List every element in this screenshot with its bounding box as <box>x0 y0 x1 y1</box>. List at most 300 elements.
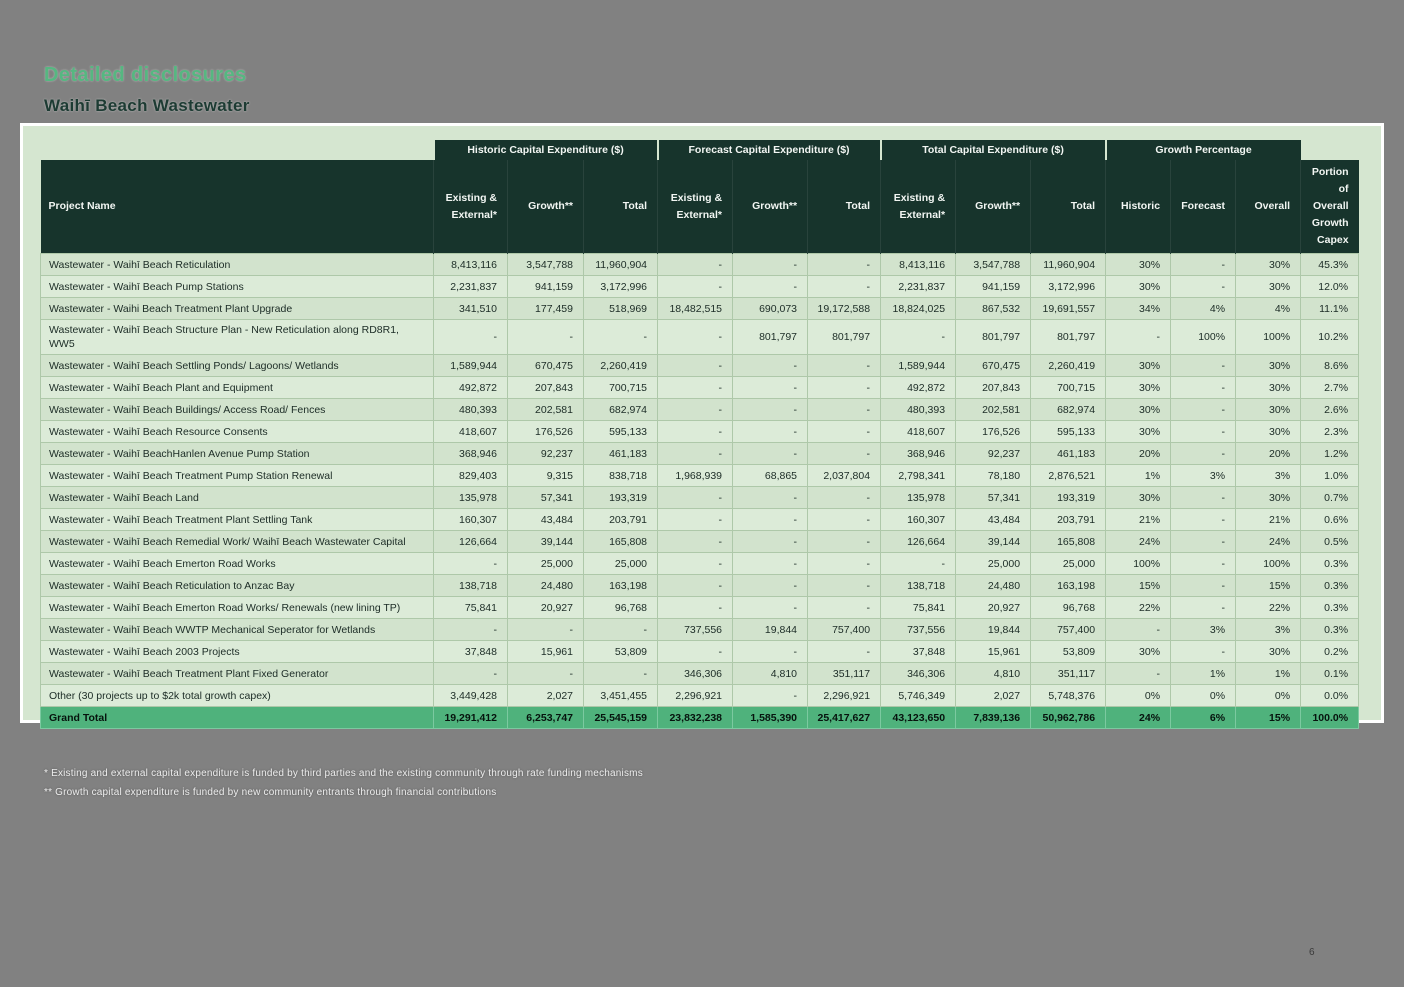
column-header-forecast-growth: Growth** <box>733 160 808 254</box>
table-body <box>41 254 1359 729</box>
value-cell: 25,545,159 <box>584 707 658 729</box>
project-name-cell: Wastewater - Waihī Beach Treatment Plant Fixed Generator <box>41 663 434 685</box>
value-cell: - <box>1171 575 1236 597</box>
column-header-total-growth: Growth** <box>956 160 1031 254</box>
value-cell: 160,307 <box>434 509 508 531</box>
value-cell: 0.1% <box>1301 663 1359 685</box>
value-cell: - <box>1171 443 1236 465</box>
value-cell: 7,839,136 <box>956 707 1031 729</box>
project-name-cell: Wastewater - Waihī Beach Structure Plan - New Reticulation along RD8R1, WW5 <box>41 320 434 355</box>
value-cell: - <box>1171 399 1236 421</box>
value-cell: 138,718 <box>434 575 508 597</box>
group-header-row <box>41 140 1359 160</box>
project-name-cell: Wastewater - Waihī Beach Resource Consents <box>41 421 434 443</box>
table-row <box>41 575 1359 597</box>
project-name-cell: Wastewater - Waihī Beach Reticulation to Anzac Bay <box>41 575 434 597</box>
value-cell: 21% <box>1106 509 1171 531</box>
value-cell: - <box>808 421 881 443</box>
value-cell: 418,607 <box>881 421 956 443</box>
column-header-growth-historic: Historic <box>1106 160 1171 254</box>
project-name-cell: Wastewater - Waihī BeachHanlen Avenue Pump Station <box>41 443 434 465</box>
group-header-historic: Historic Capital Expenditure ($) <box>434 140 658 160</box>
project-name-cell: Wastewater - Waihī Beach Land <box>41 487 434 509</box>
value-cell: 100% <box>1171 320 1236 355</box>
value-cell: 15% <box>1106 575 1171 597</box>
value-cell: - <box>584 663 658 685</box>
value-cell: 8.6% <box>1301 355 1359 377</box>
value-cell: 0.5% <box>1301 531 1359 553</box>
value-cell: - <box>733 597 808 619</box>
project-name-cell: Wastewater - Waihī Beach Treatment Pump Station Renewal <box>41 465 434 487</box>
value-cell: 3% <box>1171 619 1236 641</box>
table-row <box>41 553 1359 575</box>
value-cell: 0% <box>1106 685 1171 707</box>
group-header-forecast: Forecast Capital Expenditure ($) <box>658 140 881 160</box>
table-row <box>41 254 1359 276</box>
value-cell: 135,978 <box>434 487 508 509</box>
table-row <box>41 685 1359 707</box>
value-cell: 757,400 <box>808 619 881 641</box>
value-cell: 15% <box>1236 707 1301 729</box>
value-cell: 867,532 <box>956 298 1031 320</box>
value-cell: 670,475 <box>508 355 584 377</box>
value-cell: 202,581 <box>956 399 1031 421</box>
value-cell: 4,810 <box>956 663 1031 685</box>
value-cell: 24% <box>1106 531 1171 553</box>
value-cell: 351,117 <box>1031 663 1106 685</box>
table-header <box>41 140 1359 254</box>
value-cell: 135,978 <box>881 487 956 509</box>
value-cell: - <box>1106 619 1171 641</box>
value-cell: 30% <box>1106 254 1171 276</box>
value-cell: 15% <box>1236 575 1301 597</box>
value-cell: - <box>1171 509 1236 531</box>
value-cell: - <box>1106 663 1171 685</box>
column-header-historic-total: Total <box>584 160 658 254</box>
value-cell: - <box>658 421 733 443</box>
value-cell: 1% <box>1106 465 1171 487</box>
column-header-total-total: Total <box>1031 160 1106 254</box>
project-name-cell: Wastewater - Waihī Beach Settling Ponds/ Lagoons/ Wetlands <box>41 355 434 377</box>
value-cell: - <box>1171 254 1236 276</box>
value-cell: 4,810 <box>733 663 808 685</box>
value-cell: 20% <box>1106 443 1171 465</box>
value-cell: 595,133 <box>1031 421 1106 443</box>
value-cell: 20,927 <box>508 597 584 619</box>
value-cell: 1% <box>1236 663 1301 685</box>
value-cell: - <box>1171 355 1236 377</box>
value-cell: 0.0% <box>1301 685 1359 707</box>
value-cell: 25,417,627 <box>808 707 881 729</box>
value-cell: - <box>808 509 881 531</box>
value-cell: - <box>808 377 881 399</box>
page-marker: 6 <box>1309 947 1315 958</box>
value-cell: 24,480 <box>956 575 1031 597</box>
value-cell: 20,927 <box>956 597 1031 619</box>
value-cell: 2.3% <box>1301 421 1359 443</box>
value-cell: 78,180 <box>956 465 1031 487</box>
table-row <box>41 509 1359 531</box>
value-cell: 461,183 <box>584 443 658 465</box>
value-cell: 670,475 <box>956 355 1031 377</box>
value-cell: 2,037,804 <box>808 465 881 487</box>
value-cell: 176,526 <box>508 421 584 443</box>
project-name-cell: Wastewater - Waihī Beach 2003 Projects <box>41 641 434 663</box>
value-cell: 1,589,944 <box>434 355 508 377</box>
value-cell: - <box>658 443 733 465</box>
value-cell: 19,691,557 <box>1031 298 1106 320</box>
value-cell: - <box>808 641 881 663</box>
column-header-forecast-existing-external: Existing & External* <box>658 160 733 254</box>
value-cell: - <box>1171 641 1236 663</box>
value-cell: 492,872 <box>434 377 508 399</box>
value-cell: 700,715 <box>1031 377 1106 399</box>
column-header-total-existing-external: Existing & External* <box>881 160 956 254</box>
table-panel <box>20 123 1384 723</box>
value-cell: 829,403 <box>434 465 508 487</box>
value-cell: 138,718 <box>881 575 956 597</box>
value-cell: 0% <box>1236 685 1301 707</box>
value-cell: 3% <box>1236 619 1301 641</box>
value-cell: 0.7% <box>1301 487 1359 509</box>
value-cell: - <box>658 320 733 355</box>
value-cell: 165,808 <box>584 531 658 553</box>
value-cell: - <box>733 575 808 597</box>
value-cell: 126,664 <box>881 531 956 553</box>
value-cell: - <box>733 377 808 399</box>
table-row <box>41 531 1359 553</box>
value-cell: 19,844 <box>956 619 1031 641</box>
value-cell: 518,969 <box>584 298 658 320</box>
value-cell: 92,237 <box>508 443 584 465</box>
value-cell: 100% <box>1236 553 1301 575</box>
value-cell: 1,968,939 <box>658 465 733 487</box>
value-cell: 53,809 <box>584 641 658 663</box>
value-cell: 0.3% <box>1301 619 1359 641</box>
value-cell: 22% <box>1236 597 1301 619</box>
value-cell: 34% <box>1106 298 1171 320</box>
value-cell: - <box>1106 320 1171 355</box>
value-cell: - <box>658 553 733 575</box>
value-cell: - <box>434 663 508 685</box>
value-cell: 25,000 <box>508 553 584 575</box>
value-cell: 30% <box>1236 254 1301 276</box>
value-cell: 19,291,412 <box>434 707 508 729</box>
value-cell: 193,319 <box>584 487 658 509</box>
table-row <box>41 597 1359 619</box>
value-cell: 22% <box>1106 597 1171 619</box>
table-row <box>41 399 1359 421</box>
value-cell: 30% <box>1236 641 1301 663</box>
value-cell: - <box>808 531 881 553</box>
value-cell: 30% <box>1236 355 1301 377</box>
column-header-growth-forecast: Forecast <box>1171 160 1236 254</box>
value-cell: 57,341 <box>508 487 584 509</box>
value-cell: - <box>881 320 956 355</box>
table-row <box>41 276 1359 298</box>
value-cell: 3% <box>1171 465 1236 487</box>
value-cell: - <box>434 619 508 641</box>
value-cell: 5,748,376 <box>1031 685 1106 707</box>
value-cell: 203,791 <box>1031 509 1106 531</box>
value-cell: 351,117 <box>808 663 881 685</box>
value-cell: - <box>434 553 508 575</box>
value-cell: 1,585,390 <box>733 707 808 729</box>
value-cell: 0.3% <box>1301 553 1359 575</box>
value-cell: - <box>658 597 733 619</box>
capex-table <box>40 140 1359 729</box>
column-header-portion-overall-growth-capex: Portion of Overall Growth Capex <box>1301 160 1359 254</box>
value-cell: - <box>733 531 808 553</box>
value-cell: 2,231,837 <box>434 276 508 298</box>
value-cell: - <box>1171 531 1236 553</box>
value-cell: 30% <box>1236 276 1301 298</box>
table-row <box>41 487 1359 509</box>
value-cell: 25,000 <box>1031 553 1106 575</box>
value-cell: 203,791 <box>584 509 658 531</box>
value-cell: 207,843 <box>508 377 584 399</box>
value-cell: - <box>808 553 881 575</box>
value-cell: - <box>658 254 733 276</box>
value-cell: 0.6% <box>1301 509 1359 531</box>
value-cell: 30% <box>1106 487 1171 509</box>
value-cell: 0% <box>1171 685 1236 707</box>
table-row <box>41 320 1359 355</box>
bottom-edge-strip <box>0 987 1404 993</box>
value-cell: 53,809 <box>1031 641 1106 663</box>
value-cell: 368,946 <box>881 443 956 465</box>
value-cell: 43,484 <box>956 509 1031 531</box>
table-row <box>41 619 1359 641</box>
value-cell: - <box>808 597 881 619</box>
value-cell: - <box>808 487 881 509</box>
value-cell: 24,480 <box>508 575 584 597</box>
value-cell: 100% <box>1106 553 1171 575</box>
footnotes <box>44 764 643 802</box>
value-cell: 346,306 <box>658 663 733 685</box>
table-row <box>41 465 1359 487</box>
project-name-cell: Wastewater - Waihī Beach Remedial Work/ Waihī Beach Wastewater Capital <box>41 531 434 553</box>
table-row <box>41 355 1359 377</box>
value-cell: 2.6% <box>1301 399 1359 421</box>
value-cell: 801,797 <box>1031 320 1106 355</box>
value-cell: 801,797 <box>733 320 808 355</box>
footnote-existing-external: * Existing and external capital expenditure is funded by third parties and the existing community through rate funding mechanisms <box>44 768 643 779</box>
value-cell: - <box>881 553 956 575</box>
value-cell: 57,341 <box>956 487 1031 509</box>
value-cell: 801,797 <box>956 320 1031 355</box>
value-cell: - <box>733 443 808 465</box>
value-cell: - <box>508 663 584 685</box>
value-cell: 737,556 <box>658 619 733 641</box>
value-cell: - <box>584 619 658 641</box>
table-row <box>41 443 1359 465</box>
value-cell: 595,133 <box>584 421 658 443</box>
column-header-historic-growth: Growth** <box>508 160 584 254</box>
value-cell: 3,451,455 <box>584 685 658 707</box>
value-cell: 100.0% <box>1301 707 1359 729</box>
value-cell: 1,589,944 <box>881 355 956 377</box>
value-cell: 2,296,921 <box>658 685 733 707</box>
value-cell: 21% <box>1236 509 1301 531</box>
value-cell: 30% <box>1106 399 1171 421</box>
value-cell: 941,159 <box>956 276 1031 298</box>
value-cell: 0.3% <box>1301 597 1359 619</box>
value-cell: 19,844 <box>733 619 808 641</box>
value-cell: - <box>658 575 733 597</box>
value-cell: - <box>1171 377 1236 399</box>
value-cell: - <box>808 276 881 298</box>
value-cell: 30% <box>1106 421 1171 443</box>
value-cell: - <box>658 377 733 399</box>
value-cell: 100% <box>1236 320 1301 355</box>
value-cell: 25,000 <box>956 553 1031 575</box>
project-name-cell: Wastewater - Waihī Beach Buildings/ Access Road/ Fences <box>41 399 434 421</box>
value-cell: - <box>808 575 881 597</box>
value-cell: 2,296,921 <box>808 685 881 707</box>
value-cell: 176,526 <box>956 421 1031 443</box>
value-cell: - <box>733 487 808 509</box>
value-cell: 30% <box>1106 641 1171 663</box>
value-cell: 30% <box>1236 421 1301 443</box>
value-cell: 18,824,025 <box>881 298 956 320</box>
value-cell: - <box>733 254 808 276</box>
value-cell: - <box>1171 487 1236 509</box>
value-cell: 1.2% <box>1301 443 1359 465</box>
project-name-cell: Wastewater - Waihī Beach Emerton Road Works/ Renewals (new lining TP) <box>41 597 434 619</box>
footnote-growth: ** Growth capital expenditure is funded by new community entrants through financial contributions <box>44 787 497 798</box>
value-cell: - <box>733 421 808 443</box>
value-cell: 24% <box>1106 707 1171 729</box>
project-name-cell: Wastewater - Waihī Beach WWTP Mechanical Seperator for Wetlands <box>41 619 434 641</box>
value-cell: - <box>1171 276 1236 298</box>
value-cell: 11,960,904 <box>1031 254 1106 276</box>
value-cell: 3,449,428 <box>434 685 508 707</box>
value-cell: 207,843 <box>956 377 1031 399</box>
group-header-growth-percentage: Growth Percentage <box>1106 140 1301 160</box>
value-cell: - <box>808 254 881 276</box>
value-cell: 23,832,238 <box>658 707 733 729</box>
value-cell: 43,484 <box>508 509 584 531</box>
value-cell: 25,000 <box>584 553 658 575</box>
value-cell: 9,315 <box>508 465 584 487</box>
value-cell: 18,482,515 <box>658 298 733 320</box>
value-cell: 3,547,788 <box>956 254 1031 276</box>
value-cell: 492,872 <box>881 377 956 399</box>
value-cell: 341,510 <box>434 298 508 320</box>
project-name-cell: Wastewater - Waihī Beach Plant and Equipment <box>41 377 434 399</box>
value-cell: - <box>733 399 808 421</box>
value-cell: 39,144 <box>508 531 584 553</box>
value-cell: 3,172,996 <box>584 276 658 298</box>
value-cell: 2,027 <box>508 685 584 707</box>
value-cell: - <box>658 509 733 531</box>
value-cell: 757,400 <box>1031 619 1106 641</box>
value-cell: - <box>658 276 733 298</box>
value-cell: - <box>808 399 881 421</box>
value-cell: 12.0% <box>1301 276 1359 298</box>
value-cell: - <box>434 320 508 355</box>
value-cell: 39,144 <box>956 531 1031 553</box>
value-cell: - <box>1171 597 1236 619</box>
value-cell: 3,172,996 <box>1031 276 1106 298</box>
value-cell: 11,960,904 <box>584 254 658 276</box>
value-cell: 1% <box>1171 663 1236 685</box>
value-cell: 20% <box>1236 443 1301 465</box>
project-name-cell: Wastewater - Waihī Beach Pump Stations <box>41 276 434 298</box>
project-name-cell: Wastewater - Waihī Beach Treatment Plant Settling Tank <box>41 509 434 531</box>
value-cell: 6% <box>1171 707 1236 729</box>
group-header-spacer <box>1301 140 1359 160</box>
value-cell: 480,393 <box>434 399 508 421</box>
value-cell: 68,865 <box>733 465 808 487</box>
value-cell: 461,183 <box>1031 443 1106 465</box>
value-cell: 15,961 <box>956 641 1031 663</box>
value-cell: 2,876,521 <box>1031 465 1106 487</box>
value-cell: - <box>508 320 584 355</box>
value-cell: 3,547,788 <box>508 254 584 276</box>
page-title: Detailed disclosures <box>44 64 247 86</box>
value-cell: 163,198 <box>1031 575 1106 597</box>
group-header-spacer <box>41 140 434 160</box>
group-header-total: Total Capital Expenditure ($) <box>881 140 1106 160</box>
column-header-project-name: Project Name <box>41 160 434 254</box>
value-cell: 19,172,588 <box>808 298 881 320</box>
value-cell: 4% <box>1236 298 1301 320</box>
value-cell: 30% <box>1236 487 1301 509</box>
value-cell: 6,253,747 <box>508 707 584 729</box>
value-cell: 2,231,837 <box>881 276 956 298</box>
value-cell: 737,556 <box>881 619 956 641</box>
value-cell: 0.2% <box>1301 641 1359 663</box>
table-row <box>41 663 1359 685</box>
column-header-historic-existing-external: Existing & External* <box>434 160 508 254</box>
value-cell: 682,974 <box>1031 399 1106 421</box>
value-cell: - <box>658 487 733 509</box>
value-cell: - <box>733 685 808 707</box>
value-cell: 177,459 <box>508 298 584 320</box>
value-cell: - <box>808 355 881 377</box>
value-cell: 941,159 <box>508 276 584 298</box>
table-row <box>41 298 1359 320</box>
value-cell: 45.3% <box>1301 254 1359 276</box>
value-cell: - <box>733 509 808 531</box>
value-cell: 8,413,116 <box>434 254 508 276</box>
value-cell: - <box>508 619 584 641</box>
value-cell: 24% <box>1236 531 1301 553</box>
value-cell: 37,848 <box>881 641 956 663</box>
value-cell: 193,319 <box>1031 487 1106 509</box>
value-cell: - <box>1171 553 1236 575</box>
value-cell: 368,946 <box>434 443 508 465</box>
value-cell: 30% <box>1106 276 1171 298</box>
value-cell: 165,808 <box>1031 531 1106 553</box>
value-cell: 346,306 <box>881 663 956 685</box>
value-cell: 30% <box>1236 377 1301 399</box>
value-cell: 690,073 <box>733 298 808 320</box>
value-cell: 75,841 <box>434 597 508 619</box>
value-cell: - <box>733 355 808 377</box>
value-cell: 5,746,349 <box>881 685 956 707</box>
value-cell: 3% <box>1236 465 1301 487</box>
value-cell: 480,393 <box>881 399 956 421</box>
value-cell: - <box>808 443 881 465</box>
value-cell: - <box>584 320 658 355</box>
value-cell: 2,260,419 <box>1031 355 1106 377</box>
value-cell: - <box>658 641 733 663</box>
value-cell: - <box>733 276 808 298</box>
value-cell: 838,718 <box>584 465 658 487</box>
